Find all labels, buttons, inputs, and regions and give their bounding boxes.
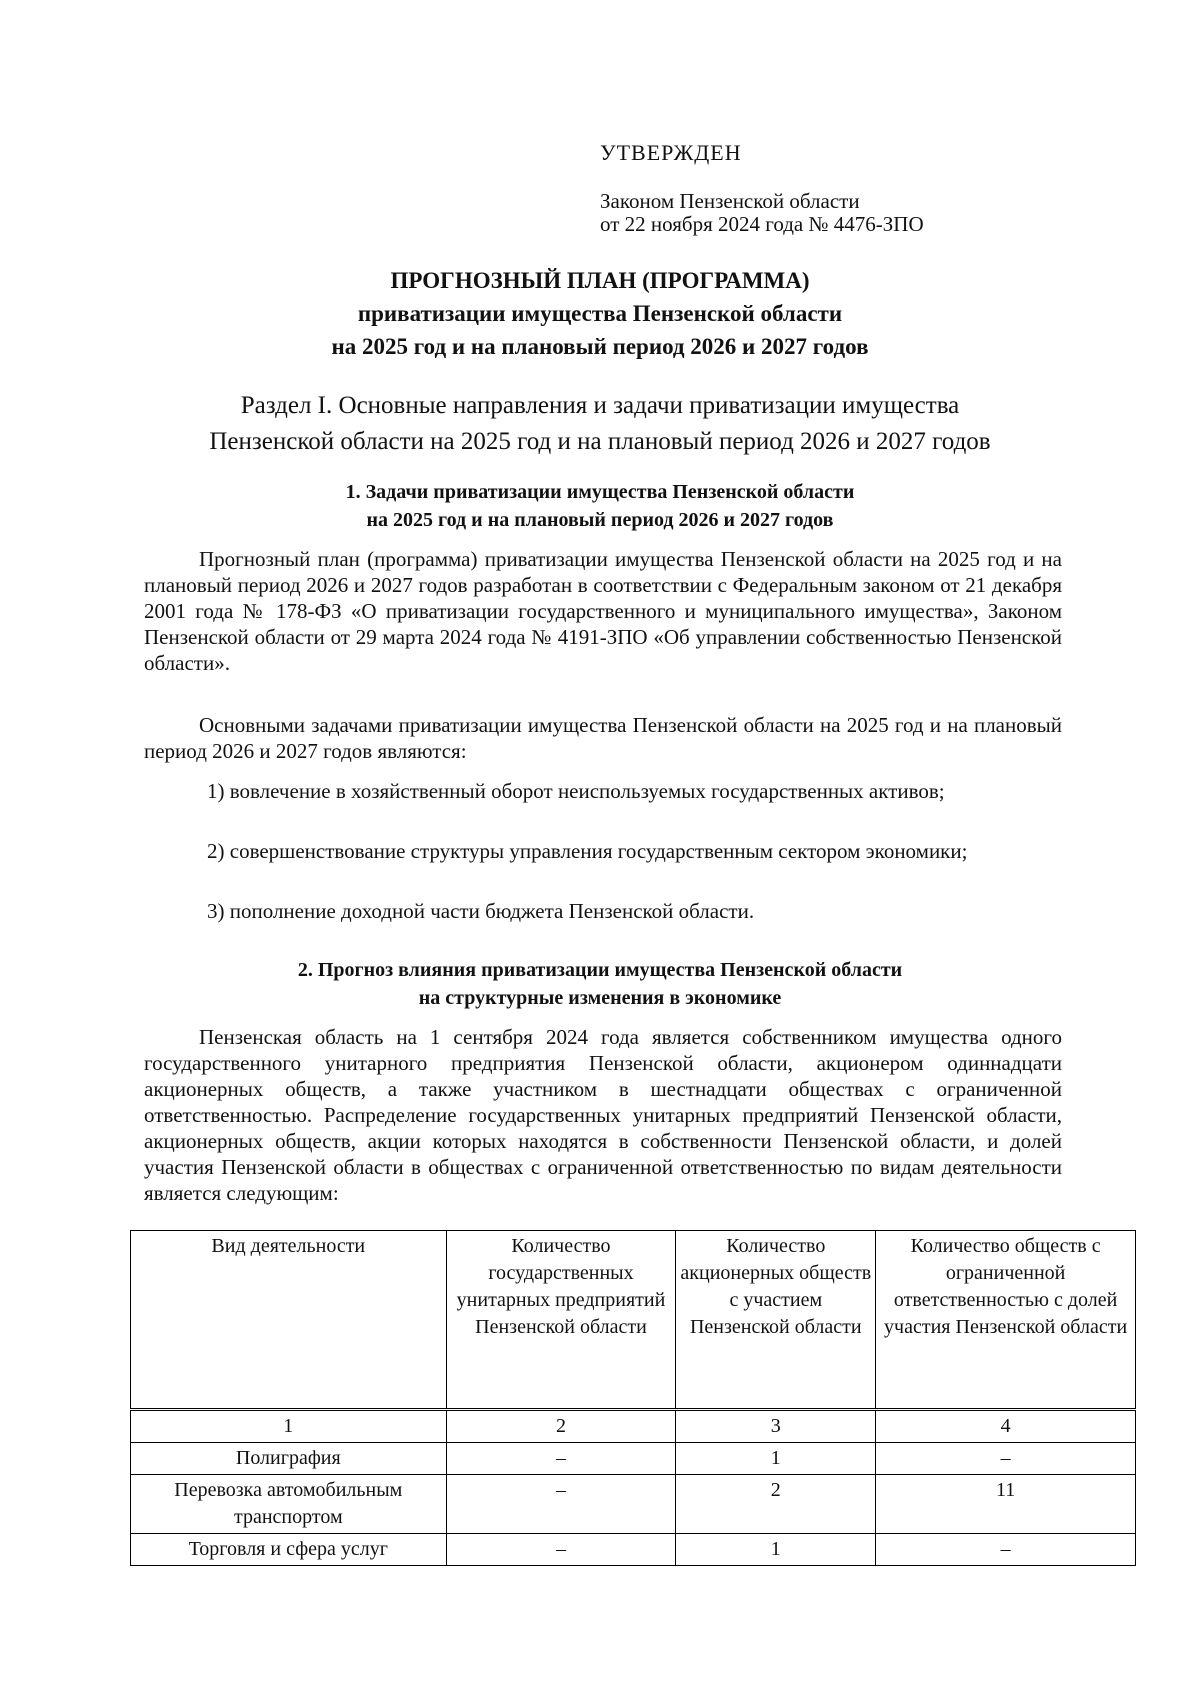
table-row [131, 1443, 1136, 1475]
task-list-item: 1) вовлечение в хозяйственный оборот неиспользуемых государственных активов; [207, 779, 945, 803]
paragraph-legal-basis: Прогнозный план (программа) приватизации имущества Пензенской области на 2025 год и на плановый период 2026 и 2027 годов разработан в соответствии с Федеральным законом от 21 декабря 2001 года № 178-ФЗ «О приватизации государственного и муниципального имущества», Законом Пензенской области от 29 марта 2024 года № 4191-ЗПО «Об управлении собственностью Пензенской области». [144, 547, 1062, 675]
table-cell: – [446, 1443, 676, 1475]
table-cell: – [876, 1534, 1136, 1566]
subsection1-heading [140, 478, 1060, 534]
approval-law-reference [600, 190, 924, 236]
paragraph-tasks-intro: Основными задачами приватизации имущества Пензенской области на 2025 год и на плановый период 2026 и 2027 годов являются: [144, 713, 1062, 763]
paragraph-ownership-structure: Пензенская область на 1 сентября 2024 года является собственником имущества одного государственного унитарного предприятия Пензенской области, акционером одиннадцати акционерных обществ, а также участником в шестнадцати обществах с ограниченной ответственностью. Распределение государственных унитарных предприятий Пензенской области, акционерных обществ, акции которых находятся в собственности Пензенской области, и долей участия Пензенской области в обществах с ограниченной ответственностью по видам деятельности является следующим: [144, 1025, 1062, 1205]
section-heading-line2: Пензенской области на 2025 год и на плановый период 2026 и 2027 годов [209, 428, 991, 455]
approval-law-line: Законом Пензенской области [600, 189, 860, 213]
table-cell-activity: Перевозка автомобильным транспортом [131, 1475, 447, 1534]
header-joint-stock-companies: Количество акционерных обществ с участием Пензенской области [676, 1231, 876, 1410]
subsection2-heading-line1: 2. Прогноз влияния приватизации имущества Пензенской области [297, 959, 903, 981]
column-number: 1 [131, 1410, 447, 1443]
subsection1-heading-line2: на 2025 год и на плановый период 2026 и 2027 годов [366, 509, 834, 531]
approval-stamp: УТВЕРЖДЕН [600, 140, 742, 165]
document-title-line3: на 2025 год и на плановый период 2026 и 2027 годов [331, 334, 869, 359]
table-cell: 1 [676, 1443, 876, 1475]
activity-distribution-table [130, 1230, 1136, 1566]
table-cell: – [876, 1443, 1136, 1475]
section-heading-line1: Раздел I. Основные направления и задачи приватизации имущества [240, 392, 960, 419]
table-column-number-row [131, 1410, 1136, 1443]
document-title [130, 264, 1070, 363]
table-cell: 2 [676, 1475, 876, 1534]
approval-law-date-line: от 22 ноября 2024 года № 4476-ЗПО [600, 212, 924, 236]
table-cell: – [446, 1534, 676, 1566]
subsection2-heading [140, 956, 1060, 1012]
table-cell-activity: Торговля и сфера услуг [131, 1534, 447, 1566]
section-heading [120, 388, 1080, 460]
table-cell: 11 [876, 1475, 1136, 1534]
table-row [131, 1534, 1136, 1566]
document-title-line2: приватизации имущества Пензенской области [357, 301, 843, 326]
table-row [131, 1475, 1136, 1534]
header-llc-count: Количество обществ с ограниченной ответственностью с долей участия Пензенской области [876, 1231, 1136, 1410]
table-header-row [131, 1231, 1136, 1410]
column-number: 2 [446, 1410, 676, 1443]
subsection1-heading-line1: 1. Задачи приватизации имущества Пензенской области [345, 481, 855, 503]
column-number: 4 [876, 1410, 1136, 1443]
table-cell: 1 [676, 1534, 876, 1566]
header-activity-type: Вид деятельности [131, 1231, 447, 1410]
table-cell-activity: Полиграфия [131, 1443, 447, 1475]
task-list-item: 2) совершенствование структуры управления государственным сектором экономики; [207, 839, 968, 863]
table-cell: – [446, 1475, 676, 1534]
document-title-line1: ПРОГНОЗНЫЙ ПЛАН (ПРОГРАММА) [390, 268, 810, 293]
task-list-item: 3) пополнение доходной части бюджета Пензенской области. [207, 899, 755, 923]
column-number: 3 [676, 1410, 876, 1443]
subsection2-heading-line2: на структурные изменения в экономике [418, 987, 782, 1009]
header-unitary-enterprises: Количество государственных унитарных предприятий Пензенской области [446, 1231, 676, 1410]
